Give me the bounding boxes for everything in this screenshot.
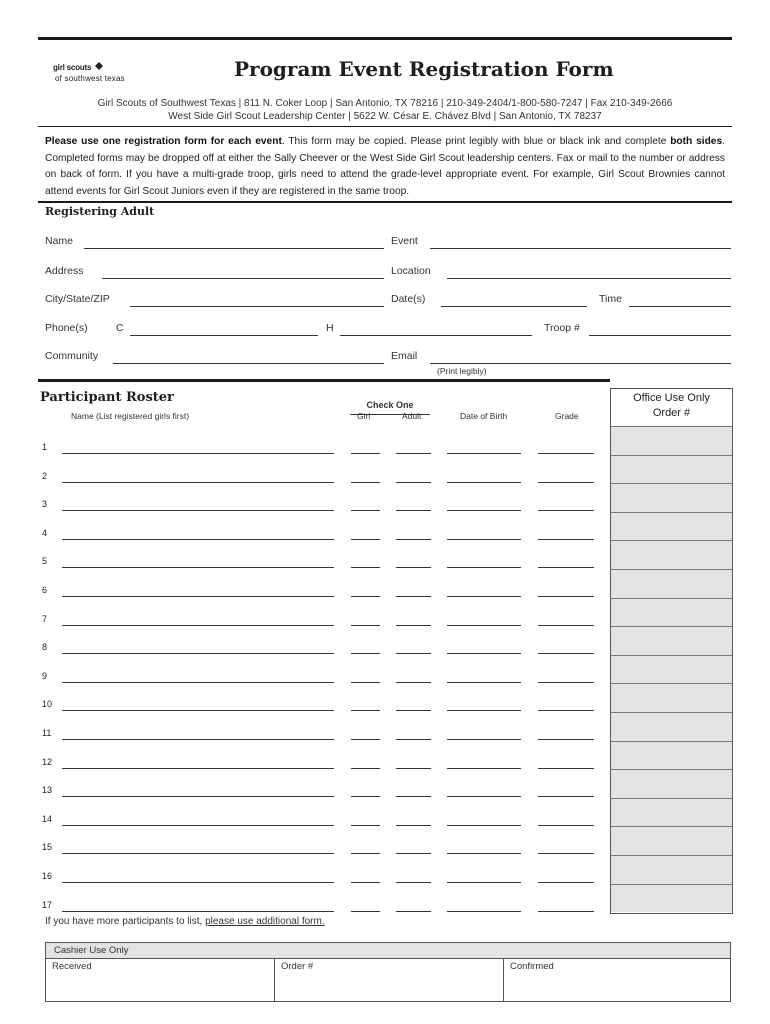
confirmed-cell[interactable] <box>504 958 730 1001</box>
office-order-cell <box>611 512 732 541</box>
roster-dob-field[interactable] <box>447 653 521 654</box>
name-label: Name <box>45 235 74 247</box>
roster-name-field[interactable] <box>62 739 334 740</box>
roster-name-field[interactable] <box>62 625 334 626</box>
roster-adult-field[interactable] <box>396 625 431 626</box>
roster-girl-field[interactable] <box>351 853 380 854</box>
additional-form-link[interactable]: please use additional form. <box>205 916 325 927</box>
roster-grade-field[interactable] <box>538 539 594 540</box>
roster-girl-field[interactable] <box>351 596 380 597</box>
roster-adult-field[interactable] <box>396 596 431 597</box>
roster-dob-field[interactable] <box>447 882 521 883</box>
office-order-cell <box>611 483 732 512</box>
name-field[interactable] <box>84 248 384 249</box>
address-line-1: Girl Scouts of Southwest Texas | 811 N. Coker Loop | San Antonio, TX 78216 | 210-349-2404/1-800-580-7247 | Fax 210-349-2666 <box>97 98 673 109</box>
roster-row-number: 7 <box>42 613 48 624</box>
troop-field[interactable] <box>589 335 731 336</box>
roster-girl-field[interactable] <box>351 453 380 454</box>
office-order-cell <box>611 884 732 913</box>
roster-name-field[interactable] <box>62 482 334 483</box>
girl-scouts-logo <box>53 63 143 89</box>
roster-girl-field[interactable] <box>351 567 380 568</box>
office-use-column <box>610 388 733 914</box>
roster-grade-field[interactable] <box>538 710 594 711</box>
office-order-cell <box>611 455 732 484</box>
name-column-header: Name (List registered girls first) <box>71 411 190 421</box>
roster-dob-field[interactable] <box>447 567 521 568</box>
roster-name-field[interactable] <box>62 710 334 711</box>
logo-top-text: girl scouts <box>53 63 92 72</box>
roster-row-number: 15 <box>42 842 53 853</box>
roster-row-number: 1 <box>42 442 48 452</box>
city-field[interactable] <box>130 306 384 307</box>
roster-girl-field[interactable] <box>351 539 380 540</box>
roster-adult-field[interactable] <box>396 796 431 797</box>
header-divider <box>38 126 732 127</box>
roster-adult-field[interactable] <box>396 710 431 711</box>
registering-adult-heading: Registering Adult <box>45 205 155 218</box>
trefoil-icon <box>95 62 103 70</box>
roster-girl-field[interactable] <box>351 510 380 511</box>
roster-adult-field[interactable] <box>396 653 431 654</box>
office-order-cell <box>611 798 732 827</box>
troop-label: Troop # <box>544 322 580 334</box>
office-order-cell <box>611 826 732 855</box>
office-use-label: Office Use Only <box>633 392 710 404</box>
community-field[interactable] <box>113 363 384 364</box>
community-label: Community <box>45 350 99 362</box>
roster-row-number: 14 <box>42 813 53 824</box>
roster-grade-field[interactable] <box>538 739 594 740</box>
roster-adult-field[interactable] <box>396 853 431 854</box>
roster-dob-field[interactable] <box>447 482 521 483</box>
office-order-cell <box>611 683 732 712</box>
roster-girl-field[interactable] <box>351 653 380 654</box>
office-order-cell <box>611 855 732 884</box>
roster-adult-field[interactable] <box>396 882 431 883</box>
office-order-cell <box>611 769 732 798</box>
roster-name-field[interactable] <box>62 567 334 568</box>
roster-girl-field[interactable] <box>351 482 380 483</box>
roster-dob-field[interactable] <box>447 453 521 454</box>
office-order-cell <box>611 741 732 770</box>
adult-section-rule <box>38 201 732 203</box>
roster-dob-field[interactable] <box>447 825 521 826</box>
roster-dob-field[interactable] <box>447 796 521 797</box>
intro-text-2: . Completed forms may be dropped off at either the Sally Cheever or the West Side Girl Scout leadership centers. Fax or mail to the number or address on back of form. If you have a multi-grade troop, girls need to attend the grade-level appropriate event. For example, Girl Scout Brownies cannot attend events for Girl Scout Juniors even if they are registered in the same troop. <box>45 136 725 197</box>
check-one-label: Check One <box>366 400 414 410</box>
roster-dob-field[interactable] <box>447 682 521 683</box>
roster-dob-field[interactable] <box>447 596 521 597</box>
roster-grade-field[interactable] <box>538 882 594 883</box>
roster-name-field[interactable] <box>62 596 334 597</box>
grade-column-header: Grade <box>555 411 579 421</box>
address-label: Address <box>45 265 84 277</box>
roster-name-field[interactable] <box>62 796 334 797</box>
roster-girl-field[interactable] <box>351 882 380 883</box>
roster-dob-field[interactable] <box>447 853 521 854</box>
dates-field[interactable] <box>441 306 587 307</box>
phone-h-field[interactable] <box>340 335 532 336</box>
address-field[interactable] <box>102 278 384 279</box>
event-label: Event <box>391 235 418 247</box>
roster-girl-field[interactable] <box>351 710 380 711</box>
more-participants-note <box>45 916 325 927</box>
roster-grade-field[interactable] <box>538 682 594 683</box>
roster-adult-field[interactable] <box>396 768 431 769</box>
roster-row-number: 6 <box>42 585 48 595</box>
roster-girl-field[interactable] <box>351 796 380 797</box>
order-cell[interactable] <box>275 958 504 1001</box>
order-label: Order # <box>281 961 314 972</box>
roster-adult-field[interactable] <box>396 510 431 511</box>
logo-bottom-text: of southwest texas <box>55 74 125 83</box>
confirmed-label: Confirmed <box>510 961 554 972</box>
email-field[interactable] <box>430 363 731 364</box>
time-field[interactable] <box>629 306 731 307</box>
roster-dob-field[interactable] <box>447 710 521 711</box>
intro-bold-2: both sides <box>670 136 723 147</box>
location-label: Location <box>391 265 431 277</box>
received-label: Received <box>52 961 92 972</box>
roster-section-rule <box>38 379 610 382</box>
roster-row-number: 10 <box>42 699 53 710</box>
roster-dob-field[interactable] <box>447 768 521 769</box>
phone-c-label: C <box>116 322 124 334</box>
office-order-cell <box>611 626 732 655</box>
roster-name-field[interactable] <box>62 539 334 540</box>
office-order-cell <box>611 569 732 598</box>
roster-name-field[interactable] <box>62 653 334 654</box>
office-order-cell <box>611 712 732 741</box>
more-participants-text: If you have more participants to list, <box>45 916 206 927</box>
cashier-use-box <box>45 942 731 1002</box>
roster-grade-field[interactable] <box>538 625 594 626</box>
roster-grade-field[interactable] <box>538 768 594 769</box>
roster-row-number: 3 <box>42 499 48 510</box>
dates-label: Date(s) <box>391 293 426 305</box>
roster-girl-field[interactable] <box>351 625 380 626</box>
roster-name-field[interactable] <box>62 825 334 826</box>
roster-grade-field[interactable] <box>538 853 594 854</box>
roster-name-field[interactable] <box>62 882 334 883</box>
roster-row-number: 17 <box>42 899 53 910</box>
roster-adult-field[interactable] <box>396 482 431 483</box>
roster-girl-field[interactable] <box>351 825 380 826</box>
roster-row-number: 9 <box>42 670 48 681</box>
time-label: Time <box>599 293 622 305</box>
roster-grade-field[interactable] <box>538 482 594 483</box>
office-order-cell <box>611 426 732 455</box>
roster-row-number: 11 <box>42 728 52 738</box>
roster-name-field[interactable] <box>62 768 334 769</box>
roster-row-number: 4 <box>42 527 48 538</box>
roster-row-number: 13 <box>42 785 53 796</box>
phones-label: Phone(s) <box>45 322 88 334</box>
phone-h-label: H <box>326 322 334 334</box>
roster-row-number: 8 <box>42 642 48 653</box>
roster-name-field[interactable] <box>62 853 334 854</box>
event-field[interactable] <box>430 248 731 249</box>
received-cell[interactable] <box>46 958 275 1001</box>
cashier-use-header: Cashier Use Only <box>46 943 730 959</box>
roster-dob-field[interactable] <box>447 739 521 740</box>
roster-girl-field[interactable] <box>351 682 380 683</box>
intro-text-1: . This form may be copied. Please print legibly with blue or black ink and complete <box>281 136 671 147</box>
office-order-cell <box>611 655 732 684</box>
page-title: Program Event Registration Form <box>234 57 614 81</box>
roster-row-number: 5 <box>42 556 48 567</box>
roster-grade-field[interactable] <box>538 653 594 654</box>
print-legibly-note: (Print legibly) <box>437 366 487 376</box>
office-cells <box>611 426 732 912</box>
roster-girl-field[interactable] <box>351 911 380 912</box>
roster-dob-field[interactable] <box>447 510 521 511</box>
roster-grade-field[interactable] <box>538 796 594 797</box>
roster-row-number: 16 <box>42 871 53 881</box>
adult-column-header: Adult <box>402 411 422 421</box>
girl-column-header: Girl <box>357 411 371 421</box>
roster-adult-field[interactable] <box>396 453 431 454</box>
roster-name-field[interactable] <box>62 911 334 912</box>
intro-bold-1: Please use one registration form for each event <box>45 136 282 147</box>
roster-grade-field[interactable] <box>538 567 594 568</box>
roster-row-number: 2 <box>42 470 48 481</box>
roster-name-field[interactable] <box>62 510 334 511</box>
roster-adult-field[interactable] <box>396 539 431 540</box>
location-field[interactable] <box>447 278 731 279</box>
office-order-cell <box>611 540 732 569</box>
roster-adult-field[interactable] <box>396 567 431 568</box>
intro-paragraph <box>45 134 725 200</box>
roster-row-number: 12 <box>42 756 53 767</box>
top-rule <box>38 37 732 40</box>
roster-grade-field[interactable] <box>538 453 594 454</box>
roster-adult-field[interactable] <box>396 911 431 912</box>
office-order-cell <box>611 598 732 627</box>
participant-roster-heading: Participant Roster <box>40 390 174 405</box>
roster-adult-field[interactable] <box>396 682 431 683</box>
office-use-header <box>611 389 732 426</box>
roster-dob-field[interactable] <box>447 625 521 626</box>
dob-column-header: Date of Birth <box>460 411 508 421</box>
address-line-2: West Side Girl Scout Leadership Center | 5622 W. César E. Chávez Blvd | San Antonio, TX 78237 <box>168 111 602 122</box>
roster-girl-field[interactable] <box>351 768 380 769</box>
city-label: City/State/ZIP <box>45 293 110 305</box>
roster-grade-field[interactable] <box>538 911 594 912</box>
roster-grade-field[interactable] <box>538 825 594 826</box>
roster-girl-field[interactable] <box>351 739 380 740</box>
roster-grade-field[interactable] <box>538 510 594 511</box>
phone-c-field[interactable] <box>130 335 318 336</box>
office-order-label: Order # <box>652 407 691 419</box>
roster-dob-field[interactable] <box>447 539 521 540</box>
roster-name-field[interactable] <box>62 453 334 454</box>
email-label: Email <box>391 350 418 362</box>
roster-adult-field[interactable] <box>396 739 431 740</box>
roster-dob-field[interactable] <box>447 911 521 912</box>
roster-grade-field[interactable] <box>538 596 594 597</box>
roster-adult-field[interactable] <box>396 825 431 826</box>
roster-name-field[interactable] <box>62 682 334 683</box>
